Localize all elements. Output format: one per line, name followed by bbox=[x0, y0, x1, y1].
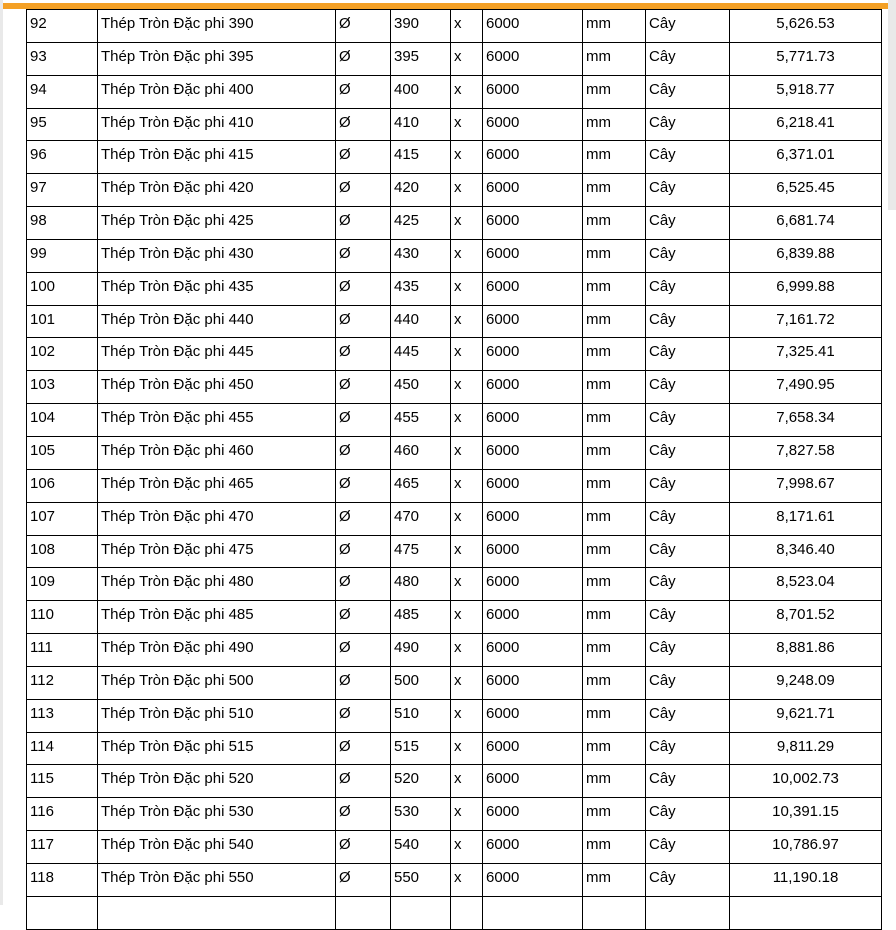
cell-row-number: 106 bbox=[27, 469, 98, 502]
cell-sale-unit: Cây bbox=[646, 765, 730, 798]
cell-length-value bbox=[483, 896, 583, 929]
cell-multiply-sign: x bbox=[451, 863, 483, 896]
cell-length-unit: mm bbox=[583, 831, 646, 864]
cell-product-name: Thép Tròn Đặc phi 480 bbox=[98, 568, 336, 601]
cell-product-name bbox=[98, 896, 336, 929]
cell-length-unit: mm bbox=[583, 108, 646, 141]
cell-diameter-value: 485 bbox=[391, 601, 451, 634]
cell-sale-unit: Cây bbox=[646, 239, 730, 272]
cell-sale-unit: Cây bbox=[646, 666, 730, 699]
cell-weight-value: 8,881.86 bbox=[730, 634, 882, 667]
cell-length-value: 6000 bbox=[483, 108, 583, 141]
cell-multiply-sign: x bbox=[451, 601, 483, 634]
table-row bbox=[27, 634, 882, 667]
cell-multiply-sign: x bbox=[451, 634, 483, 667]
cell-diameter-symbol: Ø bbox=[336, 601, 391, 634]
cell-length-value: 6000 bbox=[483, 404, 583, 437]
table-row-partial bbox=[27, 896, 882, 929]
cell-diameter-value: 480 bbox=[391, 568, 451, 601]
cell-row-number: 98 bbox=[27, 207, 98, 240]
cell-length-value: 6000 bbox=[483, 634, 583, 667]
cell-diameter-symbol: Ø bbox=[336, 469, 391, 502]
cell-sale-unit: Cây bbox=[646, 10, 730, 43]
cell-sale-unit: Cây bbox=[646, 207, 730, 240]
cell-length-unit: mm bbox=[583, 436, 646, 469]
cell-product-name: Thép Tròn Đặc phi 455 bbox=[98, 404, 336, 437]
cell-weight-value: 8,171.61 bbox=[730, 502, 882, 535]
scrollbar-thumb[interactable] bbox=[888, 0, 896, 210]
cell-weight-value: 7,161.72 bbox=[730, 305, 882, 338]
cell-length-value: 6000 bbox=[483, 798, 583, 831]
cell-diameter-symbol bbox=[336, 896, 391, 929]
cell-multiply-sign: x bbox=[451, 305, 483, 338]
cell-diameter-value: 460 bbox=[391, 436, 451, 469]
cell-diameter-value: 415 bbox=[391, 141, 451, 174]
cell-product-name: Thép Tròn Đặc phi 520 bbox=[98, 765, 336, 798]
cell-length-value: 6000 bbox=[483, 568, 583, 601]
cell-weight-value: 10,786.97 bbox=[730, 831, 882, 864]
cell-diameter-symbol: Ø bbox=[336, 798, 391, 831]
cell-multiply-sign: x bbox=[451, 502, 483, 535]
cell-row-number bbox=[27, 896, 98, 929]
cell-product-name: Thép Tròn Đặc phi 415 bbox=[98, 141, 336, 174]
cell-diameter-value: 440 bbox=[391, 305, 451, 338]
cell-product-name: Thép Tròn Đặc phi 490 bbox=[98, 634, 336, 667]
cell-weight-value: 6,681.74 bbox=[730, 207, 882, 240]
cell-diameter-symbol: Ø bbox=[336, 732, 391, 765]
table-row bbox=[27, 338, 882, 371]
cell-product-name: Thép Tròn Đặc phi 465 bbox=[98, 469, 336, 502]
cell-length-value: 6000 bbox=[483, 502, 583, 535]
cell-product-name: Thép Tròn Đặc phi 470 bbox=[98, 502, 336, 535]
cell-length-unit: mm bbox=[583, 502, 646, 535]
cell-sale-unit: Cây bbox=[646, 502, 730, 535]
cell-diameter-symbol: Ø bbox=[336, 174, 391, 207]
cell-diameter-value: 540 bbox=[391, 831, 451, 864]
table-row bbox=[27, 699, 882, 732]
cell-diameter-symbol: Ø bbox=[336, 666, 391, 699]
cell-product-name: Thép Tròn Đặc phi 550 bbox=[98, 863, 336, 896]
cell-diameter-value: 425 bbox=[391, 207, 451, 240]
cell-length-value: 6000 bbox=[483, 863, 583, 896]
cell-weight-value: 10,002.73 bbox=[730, 765, 882, 798]
table-row bbox=[27, 108, 882, 141]
cell-row-number: 111 bbox=[27, 634, 98, 667]
cell-diameter-value: 530 bbox=[391, 798, 451, 831]
cell-length-unit: mm bbox=[583, 535, 646, 568]
cell-length-value: 6000 bbox=[483, 765, 583, 798]
cell-diameter-value: 470 bbox=[391, 502, 451, 535]
cell-diameter-value: 410 bbox=[391, 108, 451, 141]
cell-diameter-value: 390 bbox=[391, 10, 451, 43]
cell-weight-value: 7,325.41 bbox=[730, 338, 882, 371]
cell-product-name: Thép Tròn Đặc phi 435 bbox=[98, 272, 336, 305]
cell-multiply-sign: x bbox=[451, 798, 483, 831]
cell-row-number: 116 bbox=[27, 798, 98, 831]
cell-diameter-symbol: Ø bbox=[336, 338, 391, 371]
table-row bbox=[27, 798, 882, 831]
cell-weight-value: 7,998.67 bbox=[730, 469, 882, 502]
table-row bbox=[27, 765, 882, 798]
cell-sale-unit: Cây bbox=[646, 535, 730, 568]
cell-sale-unit: Cây bbox=[646, 732, 730, 765]
cell-row-number: 118 bbox=[27, 863, 98, 896]
cell-length-unit: mm bbox=[583, 239, 646, 272]
cell-length-unit: mm bbox=[583, 207, 646, 240]
cell-length-unit: mm bbox=[583, 305, 646, 338]
cell-product-name: Thép Tròn Đặc phi 445 bbox=[98, 338, 336, 371]
cell-row-number: 103 bbox=[27, 371, 98, 404]
cell-weight-value bbox=[730, 896, 882, 929]
cell-row-number: 100 bbox=[27, 272, 98, 305]
cell-diameter-value: 550 bbox=[391, 863, 451, 896]
cell-row-number: 112 bbox=[27, 666, 98, 699]
cell-product-name: Thép Tròn Đặc phi 475 bbox=[98, 535, 336, 568]
steel-products-table bbox=[26, 9, 882, 930]
table-row bbox=[27, 469, 882, 502]
cell-row-number: 105 bbox=[27, 436, 98, 469]
cell-diameter-symbol: Ø bbox=[336, 75, 391, 108]
cell-weight-value: 8,523.04 bbox=[730, 568, 882, 601]
cell-length-value: 6000 bbox=[483, 699, 583, 732]
cell-length-unit: mm bbox=[583, 568, 646, 601]
cell-weight-value: 6,525.45 bbox=[730, 174, 882, 207]
table-row bbox=[27, 535, 882, 568]
cell-multiply-sign: x bbox=[451, 108, 483, 141]
cell-row-number: 107 bbox=[27, 502, 98, 535]
cell-weight-value: 8,346.40 bbox=[730, 535, 882, 568]
table-row bbox=[27, 141, 882, 174]
cell-diameter-symbol: Ø bbox=[336, 42, 391, 75]
cell-product-name: Thép Tròn Đặc phi 530 bbox=[98, 798, 336, 831]
cell-multiply-sign: x bbox=[451, 75, 483, 108]
cell-length-value: 6000 bbox=[483, 174, 583, 207]
cell-product-name: Thép Tròn Đặc phi 540 bbox=[98, 831, 336, 864]
cell-diameter-symbol: Ø bbox=[336, 371, 391, 404]
table-row bbox=[27, 732, 882, 765]
cell-length-unit: mm bbox=[583, 634, 646, 667]
cell-sale-unit: Cây bbox=[646, 634, 730, 667]
cell-weight-value: 9,621.71 bbox=[730, 699, 882, 732]
cell-row-number: 110 bbox=[27, 601, 98, 634]
cell-length-value: 6000 bbox=[483, 75, 583, 108]
cell-diameter-value: 520 bbox=[391, 765, 451, 798]
cell-multiply-sign: x bbox=[451, 10, 483, 43]
table-row bbox=[27, 568, 882, 601]
cell-diameter-value: 510 bbox=[391, 699, 451, 732]
cell-multiply-sign: x bbox=[451, 141, 483, 174]
cell-weight-value: 6,999.88 bbox=[730, 272, 882, 305]
cell-sale-unit: Cây bbox=[646, 42, 730, 75]
cell-diameter-symbol: Ø bbox=[336, 207, 391, 240]
cell-multiply-sign: x bbox=[451, 371, 483, 404]
cell-sale-unit: Cây bbox=[646, 338, 730, 371]
cell-weight-value: 8,701.52 bbox=[730, 601, 882, 634]
cell-length-value: 6000 bbox=[483, 436, 583, 469]
cell-length-value: 6000 bbox=[483, 666, 583, 699]
cell-weight-value: 5,771.73 bbox=[730, 42, 882, 75]
cell-length-value: 6000 bbox=[483, 272, 583, 305]
cell-length-value: 6000 bbox=[483, 601, 583, 634]
cell-row-number: 109 bbox=[27, 568, 98, 601]
cell-row-number: 93 bbox=[27, 42, 98, 75]
cell-length-unit: mm bbox=[583, 371, 646, 404]
cell-diameter-symbol: Ø bbox=[336, 272, 391, 305]
cell-multiply-sign: x bbox=[451, 831, 483, 864]
cell-sale-unit: Cây bbox=[646, 108, 730, 141]
cell-row-number: 115 bbox=[27, 765, 98, 798]
cell-multiply-sign: x bbox=[451, 436, 483, 469]
cell-sale-unit: Cây bbox=[646, 436, 730, 469]
cell-product-name: Thép Tròn Đặc phi 500 bbox=[98, 666, 336, 699]
cell-weight-value: 7,490.95 bbox=[730, 371, 882, 404]
cell-diameter-value: 455 bbox=[391, 404, 451, 437]
cell-sale-unit: Cây bbox=[646, 863, 730, 896]
table-body bbox=[27, 10, 882, 930]
cell-diameter-value: 475 bbox=[391, 535, 451, 568]
cell-row-number: 97 bbox=[27, 174, 98, 207]
cell-diameter-value: 445 bbox=[391, 338, 451, 371]
table-row bbox=[27, 371, 882, 404]
table-row bbox=[27, 272, 882, 305]
cell-length-unit: mm bbox=[583, 732, 646, 765]
cell-multiply-sign: x bbox=[451, 42, 483, 75]
cell-sale-unit: Cây bbox=[646, 798, 730, 831]
cell-product-name: Thép Tròn Đặc phi 510 bbox=[98, 699, 336, 732]
cell-diameter-symbol: Ø bbox=[336, 436, 391, 469]
cell-length-value: 6000 bbox=[483, 338, 583, 371]
cell-sale-unit: Cây bbox=[646, 404, 730, 437]
cell-row-number: 96 bbox=[27, 141, 98, 174]
cell-product-name: Thép Tròn Đặc phi 450 bbox=[98, 371, 336, 404]
cell-multiply-sign: x bbox=[451, 207, 483, 240]
cell-multiply-sign bbox=[451, 896, 483, 929]
cell-multiply-sign: x bbox=[451, 732, 483, 765]
cell-row-number: 102 bbox=[27, 338, 98, 371]
cell-diameter-value: 435 bbox=[391, 272, 451, 305]
cell-multiply-sign: x bbox=[451, 699, 483, 732]
cell-length-value: 6000 bbox=[483, 732, 583, 765]
cell-diameter-value: 500 bbox=[391, 666, 451, 699]
cell-multiply-sign: x bbox=[451, 765, 483, 798]
cell-diameter-value: 400 bbox=[391, 75, 451, 108]
cell-diameter-symbol: Ø bbox=[336, 699, 391, 732]
cell-diameter-symbol: Ø bbox=[336, 535, 391, 568]
cell-multiply-sign: x bbox=[451, 469, 483, 502]
cell-sale-unit: Cây bbox=[646, 75, 730, 108]
cell-length-unit: mm bbox=[583, 469, 646, 502]
cell-length-unit: mm bbox=[583, 863, 646, 896]
cell-length-value: 6000 bbox=[483, 831, 583, 864]
cell-length-unit: mm bbox=[583, 404, 646, 437]
cell-multiply-sign: x bbox=[451, 666, 483, 699]
table-row bbox=[27, 42, 882, 75]
cell-diameter-value: 430 bbox=[391, 239, 451, 272]
cell-multiply-sign: x bbox=[451, 174, 483, 207]
cell-sale-unit: Cây bbox=[646, 699, 730, 732]
cell-weight-value: 11,190.18 bbox=[730, 863, 882, 896]
cell-sale-unit: Cây bbox=[646, 272, 730, 305]
cell-length-unit: mm bbox=[583, 601, 646, 634]
cell-weight-value: 7,658.34 bbox=[730, 404, 882, 437]
cell-diameter-value: 490 bbox=[391, 634, 451, 667]
cell-weight-value: 5,918.77 bbox=[730, 75, 882, 108]
cell-weight-value: 9,811.29 bbox=[730, 732, 882, 765]
cell-diameter-value: 515 bbox=[391, 732, 451, 765]
cell-row-number: 104 bbox=[27, 404, 98, 437]
table-row bbox=[27, 404, 882, 437]
cell-diameter-symbol: Ø bbox=[336, 831, 391, 864]
cell-product-name: Thép Tròn Đặc phi 410 bbox=[98, 108, 336, 141]
cell-multiply-sign: x bbox=[451, 338, 483, 371]
cell-product-name: Thép Tròn Đặc phi 395 bbox=[98, 42, 336, 75]
cell-product-name: Thép Tròn Đặc phi 440 bbox=[98, 305, 336, 338]
cell-sale-unit: Cây bbox=[646, 568, 730, 601]
cell-diameter-symbol: Ø bbox=[336, 305, 391, 338]
cell-length-unit: mm bbox=[583, 42, 646, 75]
cell-length-unit: mm bbox=[583, 798, 646, 831]
cell-diameter-symbol: Ø bbox=[336, 10, 391, 43]
cell-product-name: Thép Tròn Đặc phi 515 bbox=[98, 732, 336, 765]
cell-length-unit: mm bbox=[583, 272, 646, 305]
cell-product-name: Thép Tròn Đặc phi 390 bbox=[98, 10, 336, 43]
table-row bbox=[27, 666, 882, 699]
table-row bbox=[27, 863, 882, 896]
cell-multiply-sign: x bbox=[451, 239, 483, 272]
cell-diameter-symbol: Ø bbox=[336, 502, 391, 535]
cell-diameter-symbol: Ø bbox=[336, 404, 391, 437]
cell-sale-unit: Cây bbox=[646, 305, 730, 338]
cell-product-name: Thép Tròn Đặc phi 400 bbox=[98, 75, 336, 108]
cell-diameter-value: 465 bbox=[391, 469, 451, 502]
table-row bbox=[27, 10, 882, 43]
cell-length-value: 6000 bbox=[483, 305, 583, 338]
cell-diameter-value bbox=[391, 896, 451, 929]
cell-multiply-sign: x bbox=[451, 272, 483, 305]
cell-diameter-symbol: Ø bbox=[336, 141, 391, 174]
cell-length-unit: mm bbox=[583, 10, 646, 43]
cell-length-unit bbox=[583, 896, 646, 929]
table-row bbox=[27, 502, 882, 535]
cell-sale-unit: Cây bbox=[646, 601, 730, 634]
cell-row-number: 108 bbox=[27, 535, 98, 568]
cell-diameter-symbol: Ø bbox=[336, 765, 391, 798]
cell-diameter-symbol: Ø bbox=[336, 634, 391, 667]
cell-sale-unit: Cây bbox=[646, 371, 730, 404]
cell-product-name: Thép Tròn Đặc phi 460 bbox=[98, 436, 336, 469]
table-row bbox=[27, 174, 882, 207]
cell-weight-value: 6,218.41 bbox=[730, 108, 882, 141]
cell-length-value: 6000 bbox=[483, 42, 583, 75]
cell-length-value: 6000 bbox=[483, 141, 583, 174]
cell-product-name: Thép Tròn Đặc phi 430 bbox=[98, 239, 336, 272]
table-row bbox=[27, 207, 882, 240]
table-row bbox=[27, 305, 882, 338]
cell-length-value: 6000 bbox=[483, 207, 583, 240]
table-row bbox=[27, 601, 882, 634]
cell-length-value: 6000 bbox=[483, 371, 583, 404]
cell-product-name: Thép Tròn Đặc phi 485 bbox=[98, 601, 336, 634]
cell-length-value: 6000 bbox=[483, 469, 583, 502]
cell-weight-value: 6,371.01 bbox=[730, 141, 882, 174]
cell-multiply-sign: x bbox=[451, 568, 483, 601]
cell-row-number: 113 bbox=[27, 699, 98, 732]
cell-product-name: Thép Tròn Đặc phi 420 bbox=[98, 174, 336, 207]
cell-row-number: 114 bbox=[27, 732, 98, 765]
cell-diameter-symbol: Ø bbox=[336, 108, 391, 141]
cell-length-unit: mm bbox=[583, 765, 646, 798]
cell-diameter-symbol: Ø bbox=[336, 863, 391, 896]
table-row bbox=[27, 436, 882, 469]
cell-multiply-sign: x bbox=[451, 404, 483, 437]
cell-row-number: 117 bbox=[27, 831, 98, 864]
cell-sale-unit: Cây bbox=[646, 469, 730, 502]
cell-row-number: 94 bbox=[27, 75, 98, 108]
cell-weight-value: 5,626.53 bbox=[730, 10, 882, 43]
cell-length-value: 6000 bbox=[483, 535, 583, 568]
cell-length-unit: mm bbox=[583, 75, 646, 108]
cell-sale-unit bbox=[646, 896, 730, 929]
cell-row-number: 101 bbox=[27, 305, 98, 338]
table-row bbox=[27, 75, 882, 108]
page-left-edge bbox=[0, 0, 3, 905]
cell-sale-unit: Cây bbox=[646, 174, 730, 207]
cell-length-unit: mm bbox=[583, 338, 646, 371]
cell-length-value: 6000 bbox=[483, 10, 583, 43]
cell-sale-unit: Cây bbox=[646, 141, 730, 174]
cell-diameter-symbol: Ø bbox=[336, 239, 391, 272]
table-row bbox=[27, 831, 882, 864]
cell-weight-value: 7,827.58 bbox=[730, 436, 882, 469]
cell-product-name: Thép Tròn Đặc phi 425 bbox=[98, 207, 336, 240]
cell-length-unit: mm bbox=[583, 699, 646, 732]
cell-diameter-value: 420 bbox=[391, 174, 451, 207]
cell-length-unit: mm bbox=[583, 666, 646, 699]
cell-row-number: 92 bbox=[27, 10, 98, 43]
cell-weight-value: 9,248.09 bbox=[730, 666, 882, 699]
cell-diameter-symbol: Ø bbox=[336, 568, 391, 601]
cell-length-value: 6000 bbox=[483, 239, 583, 272]
table-row bbox=[27, 239, 882, 272]
cell-diameter-value: 395 bbox=[391, 42, 451, 75]
cell-length-unit: mm bbox=[583, 141, 646, 174]
cell-row-number: 95 bbox=[27, 108, 98, 141]
cell-sale-unit: Cây bbox=[646, 831, 730, 864]
cell-multiply-sign: x bbox=[451, 535, 483, 568]
cell-diameter-value: 450 bbox=[391, 371, 451, 404]
cell-length-unit: mm bbox=[583, 174, 646, 207]
cell-weight-value: 6,839.88 bbox=[730, 239, 882, 272]
cell-row-number: 99 bbox=[27, 239, 98, 272]
cell-weight-value: 10,391.15 bbox=[730, 798, 882, 831]
